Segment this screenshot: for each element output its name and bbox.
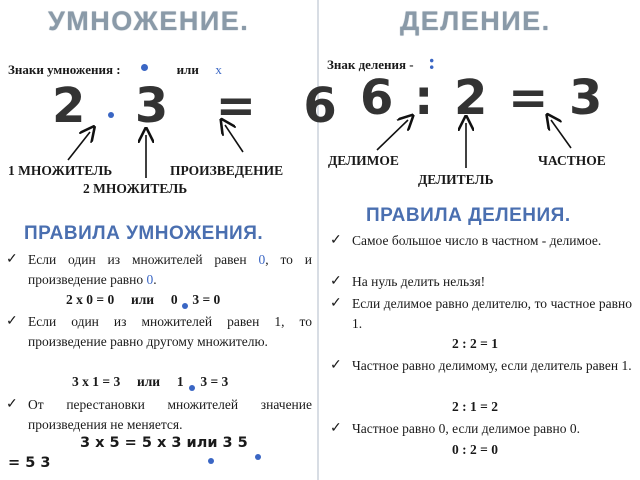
check-icon: ✓ (330, 358, 342, 373)
mult-example-3-line2: = 5 3 (8, 455, 51, 471)
mult-example-3-line1: 3 х 5 = 5 х 3 или 3 5 (80, 435, 248, 451)
ex1-or: или (130, 292, 155, 307)
ex1-c: 3 = 0 (192, 292, 221, 307)
check-icon: ✓ (330, 274, 342, 289)
div-rule5-text: Частное равно 0, если делимое равно 0. (352, 421, 581, 436)
arrow-factor1 (68, 132, 90, 160)
division-rules-title: ПРАВИЛА ДЕЛЕНИЯ. (366, 205, 571, 226)
division-equation: 6 : 2 = 3 (360, 70, 605, 126)
div-example-3: 2 : 2 = 1 (452, 336, 498, 351)
rule1-zero1: 0 (258, 252, 266, 267)
rule1-zero2: 0 (146, 272, 154, 287)
check-icon: ✓ (330, 421, 342, 436)
division-title: ДЕЛЕНИЕ. (400, 6, 551, 36)
equation-factor-a: 2 (52, 78, 88, 134)
check-icon: ✓ (6, 314, 18, 329)
div-example-5: 0 : 2 = 0 (452, 442, 498, 457)
rule3-text: От перестановки множителей значение произведения не меняется. (28, 397, 312, 432)
caption-divisor: ДЕЛИТЕЛЬ (418, 172, 494, 187)
caption-factor2: 2 МНОЖИТЕЛЬ (83, 181, 188, 196)
rule2-text: Если один из множителей равен 1, то произведение равно другому множителю. (28, 314, 312, 349)
equation-factor-b: 3 (134, 78, 171, 134)
caption-factor1: 1 МНОЖИТЕЛЬ (8, 163, 113, 178)
ex2-a: 3 х 1 = 3 (72, 374, 121, 389)
ex2-c: 3 = 3 (200, 374, 229, 389)
arrow-product (225, 125, 243, 152)
div-example-4: 2 : 1 = 2 (452, 399, 498, 414)
caption-quotient: ЧАСТНОЕ (538, 153, 606, 168)
ex1-a: 2 х 0 = 0 (66, 292, 115, 307)
div-rule3-text: Если делимое равно делителю, то частное равно 1. (352, 296, 632, 331)
div-rule1-text: Самое большое число в частном - делимое. (352, 233, 602, 248)
signs-label: Знаки умножения : (8, 62, 121, 77)
multiplication-title: УМНОЖЕНИЕ. (48, 6, 250, 36)
div-rule2-text: На нуль делить нельзя! (352, 274, 486, 289)
div-rule4-text: Частное равно делимому, если делитель равен 1. (352, 358, 632, 373)
check-icon: ✓ (330, 233, 342, 248)
arrow-dividend (377, 120, 408, 150)
check-icon: ✓ (6, 397, 18, 412)
check-icon: ✓ (6, 252, 18, 267)
multiplication-rules-title: ПРАВИЛА УМНОЖЕНИЯ. (24, 223, 264, 244)
division-colon-sign: : (428, 49, 436, 74)
signs-or: или (176, 62, 199, 77)
ex1-b: 0 (170, 292, 178, 307)
caption-product: ПРОИЗВЕДЕНИЕ (170, 163, 284, 178)
ex2-b: 1 (176, 374, 184, 389)
caption-dividend: ДЕЛИМОЕ (328, 153, 399, 168)
equation-equals: = (215, 78, 258, 134)
signs-x: х (215, 62, 222, 77)
check-icon: ✓ (330, 296, 342, 311)
division-sign-label: Знак деления - (327, 57, 414, 72)
arrow-quotient (551, 120, 571, 148)
rule1-text-c: . (153, 272, 157, 287)
rule1-text-a: Если один из множителей равен (28, 252, 259, 267)
rule1-text-b: , то и произведение равно (28, 252, 312, 287)
equation-product: 6 (303, 78, 339, 134)
ex2-or: или (136, 374, 161, 389)
